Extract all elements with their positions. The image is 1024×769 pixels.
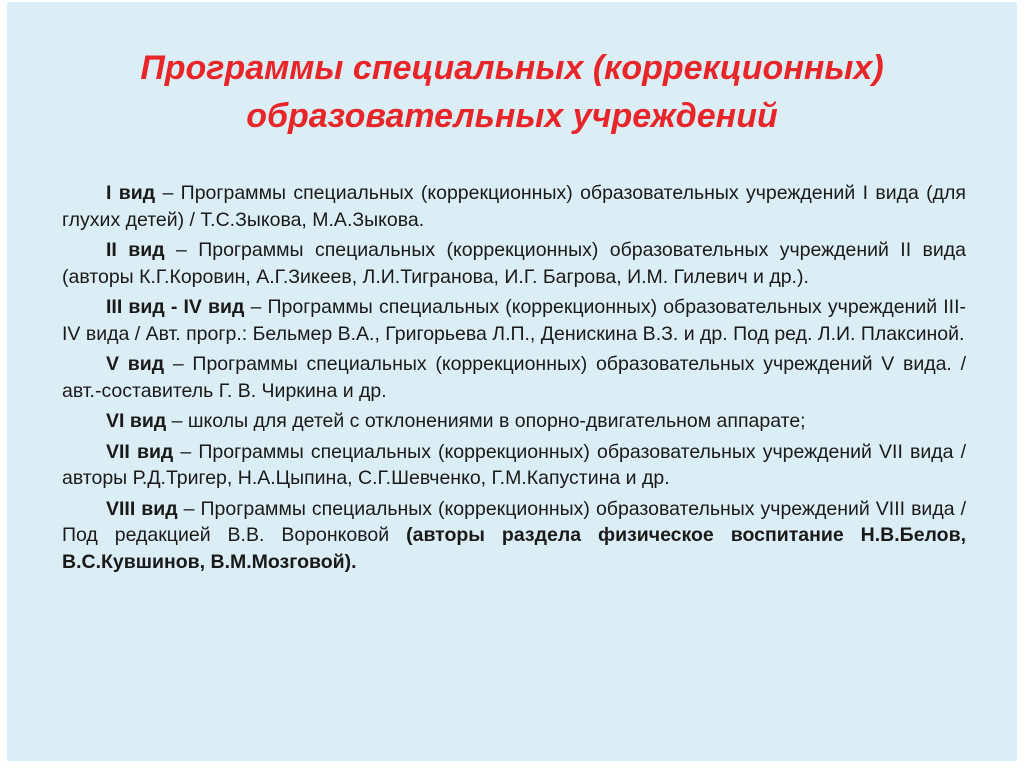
type-description: – школы для детей с отклонениями в опорно-двигательном аппарате; bbox=[166, 410, 806, 432]
type-label: I вид bbox=[106, 182, 156, 204]
slide-title bbox=[47, 44, 977, 140]
title-line-1: Программы специальных (коррекционных) bbox=[140, 49, 884, 87]
type-description: – Программы специальных (коррекционных) образовательных учреждений II вида (авторы К.Г.Коровин, А.Г.Зикеев, Л.И.Тигранова, И.Г. Багрова, И.М. Гилевич и др.). bbox=[62, 239, 967, 288]
type-description: – Программы специальных (коррекционных) образовательных учреждений III-IV вида / Авт. прогр.: Бельмер В.А., Григорьева Л.П., Денискина В.З. и др. Под ред. Л.И. Плаксиной. bbox=[62, 296, 966, 345]
type-description: – Программы специальных (коррекционных) образовательных учреждений V вида. / авт.-составитель Г. В. Чиркина и др. bbox=[62, 353, 967, 402]
authors-note: (авторы раздела физическое воспитание Н.В.Белов, В.С.Кувшинов, В.М.Мозговой). bbox=[62, 524, 966, 573]
type-description: – Программы специальных (коррекционных) образовательных учреждений I вида (для глухих детей) / Т.С.Зыкова, М.А.Зыкова. bbox=[62, 182, 966, 231]
type-label: VII вид bbox=[106, 440, 174, 463]
type-label: III вид - IV вид bbox=[106, 296, 245, 318]
paragraph-type-1 bbox=[62, 180, 966, 233]
paragraph-type-6 bbox=[62, 408, 966, 435]
paragraph-type-8 bbox=[62, 496, 966, 576]
title-line-2: образовательных учреждений bbox=[246, 97, 778, 135]
type-label: V вид bbox=[106, 353, 165, 375]
type-description: – Программы специальных (коррекционных) образовательных учреждений VII вида / авторы Р.Д.Тригер, Н.А.Цыпина, С.Г.Шевченко, Г.М.Капустина и др. bbox=[62, 440, 966, 489]
type-label: VI вид bbox=[106, 410, 167, 432]
content-body bbox=[62, 180, 966, 579]
type-label: VIII вид bbox=[106, 497, 178, 520]
type-label: II вид bbox=[106, 239, 165, 261]
paragraph-type-7 bbox=[62, 439, 966, 492]
paragraph-type-5 bbox=[62, 351, 966, 404]
type-description: – Программы специальных (коррекционных) образовательных учреждений VIII вида / Под редакцией В.В. Воронковой bbox=[62, 497, 966, 546]
paragraph-type-2 bbox=[62, 237, 966, 290]
slide bbox=[7, 2, 1017, 761]
paragraph-type-3-4 bbox=[62, 294, 966, 347]
